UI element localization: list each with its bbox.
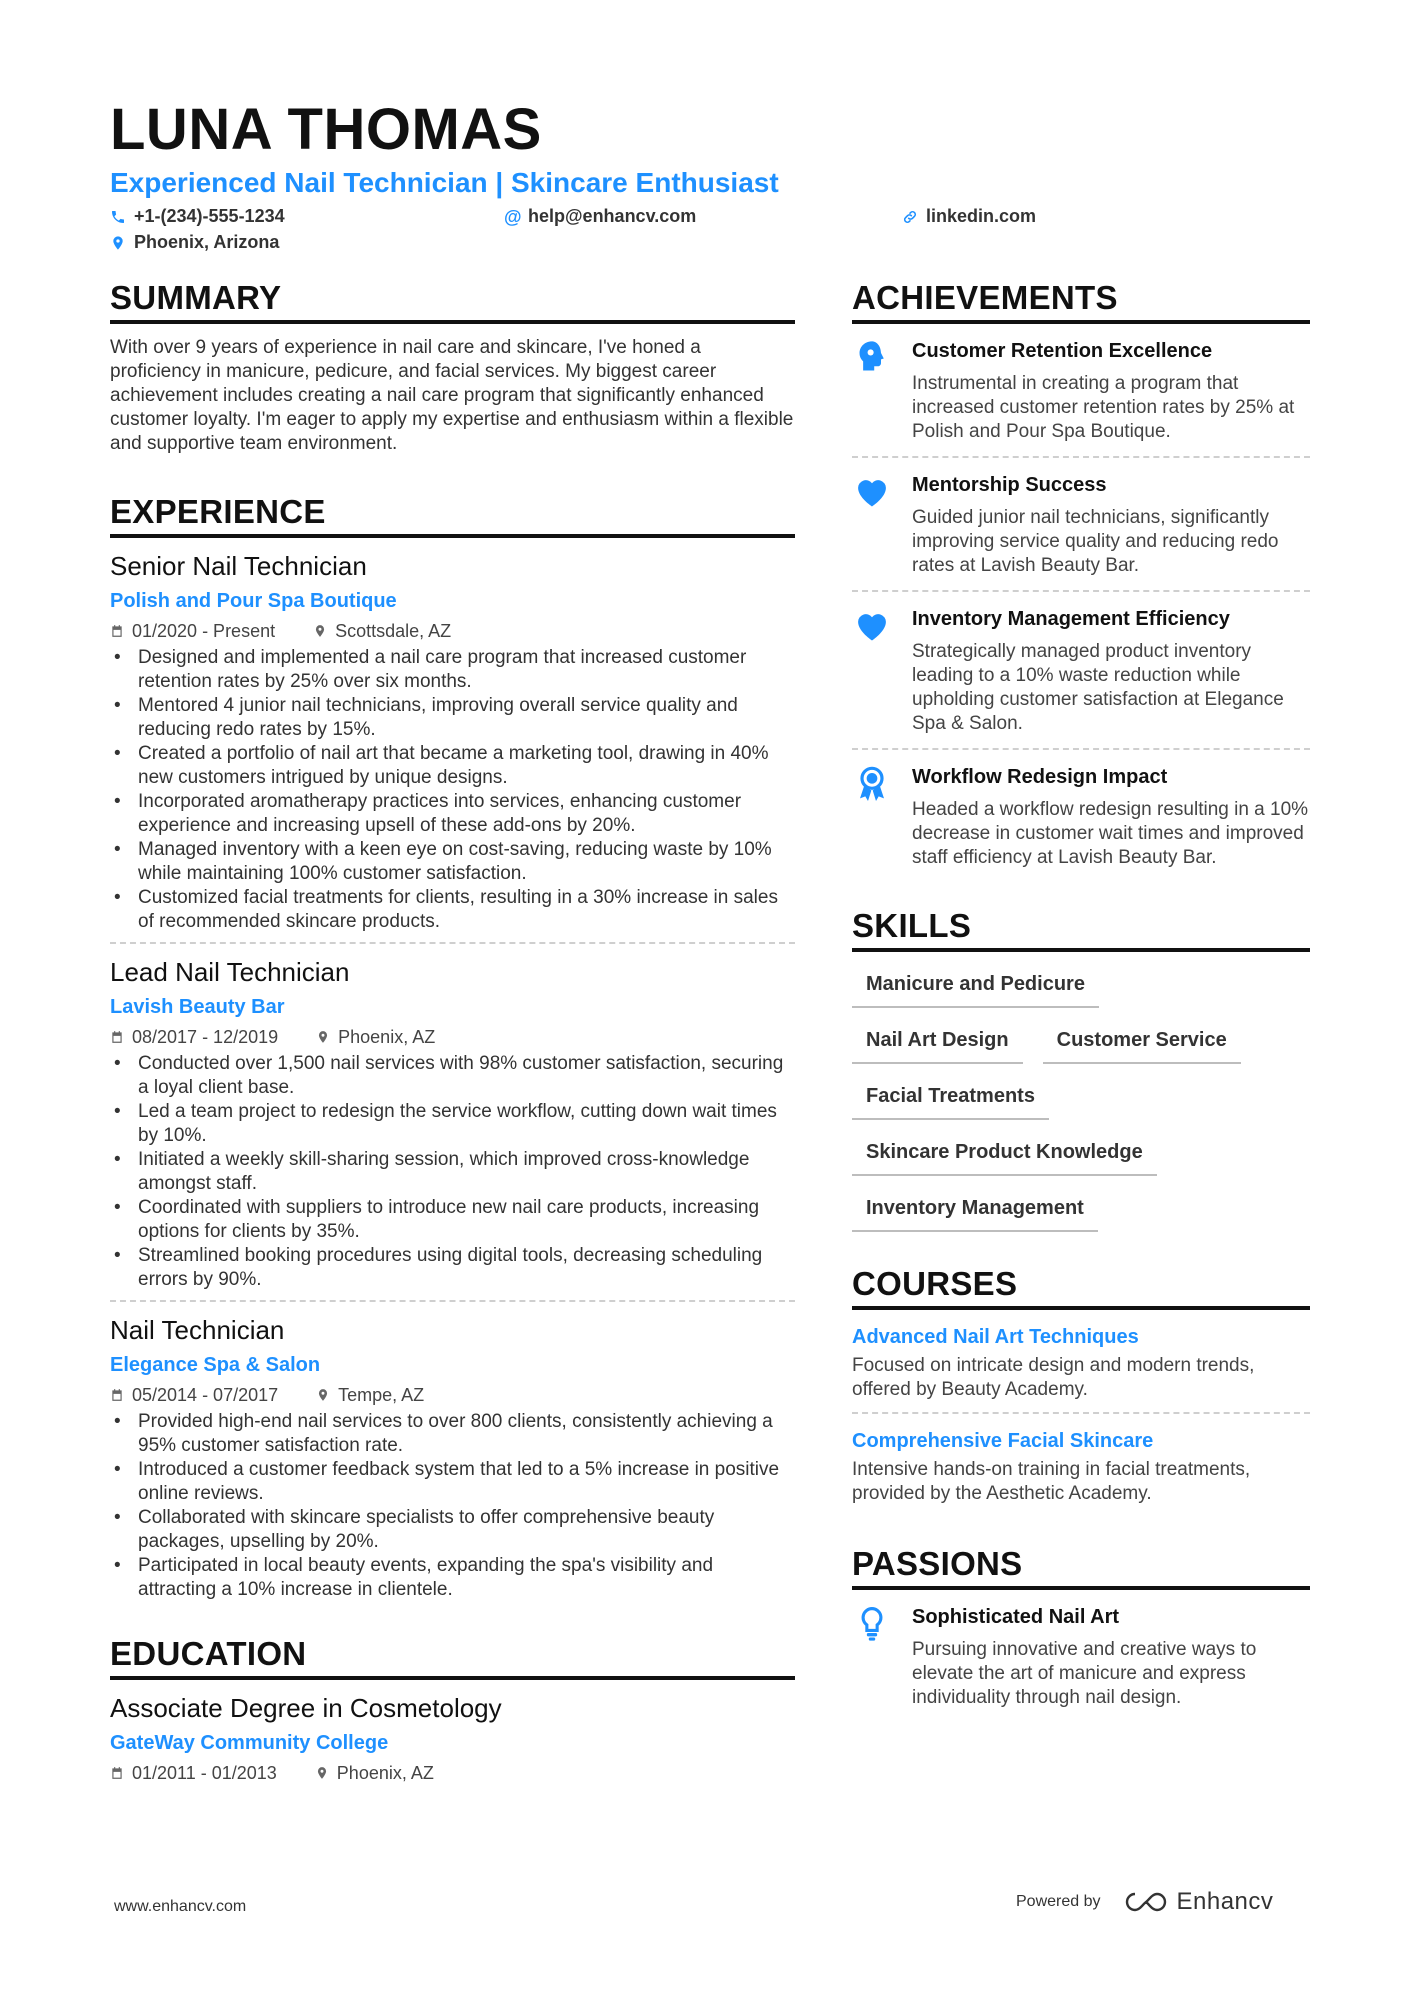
experience-section <box>110 492 795 1602</box>
summary-title: SUMMARY <box>110 278 795 324</box>
candidate-name: LUNA THOMAS <box>110 97 542 162</box>
location-pin-icon <box>315 1766 329 1780</box>
lightbulb-icon <box>858 1606 886 1642</box>
achievement-title: Workflow Redesign Impact <box>912 766 1168 788</box>
skills-title: SKILLS <box>852 906 1310 952</box>
bullet-item: • Conducted over 1,500 nail services with 98% customer satisfaction, securing a loyal client base. <box>110 1052 795 1100</box>
job-title: Lead Nail Technician <box>110 957 350 987</box>
skill-tag: Skincare Product Knowledge <box>852 1134 1157 1176</box>
achievement-item <box>852 456 1310 590</box>
link-icon <box>902 209 918 225</box>
contact-website[interactable] <box>902 206 1036 227</box>
heart-icon <box>853 608 891 642</box>
candidate-headline: Experienced Nail Technician | Skincare Enthusiast <box>110 167 779 198</box>
summary-section <box>110 278 795 456</box>
website-text: linkedin.com <box>926 206 1037 226</box>
location-pin-icon <box>316 1030 330 1044</box>
job-location: Scottsdale, AZ <box>335 621 452 641</box>
bullet-item: • Customized facial treatments for clients, resulting in a 30% increase in sales of recommended skincare products. <box>110 886 795 934</box>
courses-title: COURSES <box>852 1264 1310 1310</box>
skill-tag: Customer Service <box>1043 1022 1241 1064</box>
location-pin-icon <box>316 1388 330 1402</box>
at-icon: @ <box>504 206 522 227</box>
achievements-section <box>852 278 1310 882</box>
location-pin-icon <box>110 235 126 251</box>
bullet-item: • Participated in local beauty events, expanding the spa's visibility and attracting a 10% increase in clientele. <box>110 1554 795 1602</box>
education-meta <box>110 1762 795 1784</box>
left-column <box>110 278 795 1784</box>
course-item <box>852 1310 1310 1412</box>
job-entry <box>110 538 795 934</box>
achievement-item <box>852 590 1310 748</box>
job-dates: 05/2014 - 07/2017 <box>132 1385 279 1405</box>
bullet-item: • Incorporated aromatherapy practices into services, enhancing customer experience and increasing upsell of these add-ons by 20%. <box>110 790 795 838</box>
job-meta <box>110 620 795 642</box>
contact-email[interactable] <box>504 206 696 227</box>
job-location: Tempe, AZ <box>338 1385 425 1405</box>
infinity-logo-icon <box>1123 1890 1169 1914</box>
award-icon <box>856 766 888 804</box>
achievement-desc: Strategically managed product inventory leading to a 10% waste reduction while upholding customer satisfaction at Elegance Spa & Salon. <box>912 641 1284 734</box>
job-title: Senior Nail Technician <box>110 551 367 581</box>
school-name: GateWay Community College <box>110 1732 389 1754</box>
bullet-item: • Streamlined booking procedures using digital tools, decreasing scheduling errors by 90%. <box>110 1244 795 1292</box>
passion-title: Sophisticated Nail Art <box>912 1606 1120 1628</box>
contact-location <box>110 232 279 253</box>
phone-text: +1-(234)-555-1234 <box>134 206 285 226</box>
job-bullets <box>110 1052 795 1292</box>
course-title: Comprehensive Facial Skincare <box>852 1430 1154 1452</box>
education-title: EDUCATION <box>110 1634 795 1680</box>
skill-tag: Nail Art Design <box>852 1022 1023 1064</box>
job-entry <box>110 1300 795 1602</box>
bullet-item: • Collaborated with skincare specialists to offer comprehensive beauty packages, upselling by 20%. <box>110 1506 795 1554</box>
degree-title: Associate Degree in Cosmetology <box>110 1693 502 1723</box>
experience-title: EXPERIENCE <box>110 492 795 538</box>
heart-icon <box>853 474 891 508</box>
calendar-icon <box>110 624 124 638</box>
skills-list <box>852 966 1310 1246</box>
calendar-icon <box>110 1766 124 1780</box>
passion-item <box>852 1590 1310 1722</box>
passion-desc: Pursuing innovative and creative ways to elevate the art of manicure and express individuality through nail design. <box>912 1639 1257 1708</box>
courses-section <box>852 1264 1310 1516</box>
bullet-item: • Provided high-end nail services to over 800 clients, consistently achieving a 95% customer satisfaction rate. <box>110 1410 795 1458</box>
course-item <box>852 1412 1310 1516</box>
achievement-desc: Guided junior nail technicians, significantly improving service quality and reducing redo rates at Lavish Beauty Bar. <box>912 507 1279 576</box>
achievement-item <box>852 324 1310 456</box>
education-location: Phoenix, AZ <box>336 1763 434 1783</box>
footer-website[interactable]: www.enhancv.com <box>114 1898 247 1915</box>
calendar-icon <box>110 1030 124 1044</box>
passions-title: PASSIONS <box>852 1544 1310 1590</box>
phone-icon <box>110 209 126 225</box>
bullet-item: • Mentored 4 junior nail technicians, improving overall service quality and reducing redo rates by 15%. <box>110 694 795 742</box>
skills-section <box>852 906 1310 1246</box>
job-bullets <box>110 1410 795 1602</box>
passions-section <box>852 1544 1310 1722</box>
job-company: Polish and Pour Spa Boutique <box>110 590 397 612</box>
job-entry <box>110 942 795 1292</box>
footer-branding <box>1016 1888 1273 1916</box>
course-title: Advanced Nail Art Techniques <box>852 1326 1139 1348</box>
course-desc: Intensive hands-on training in facial treatments, provided by the Aesthetic Academy. <box>852 1459 1251 1504</box>
bullet-item: • Coordinated with suppliers to introduce new nail care products, increasing options for clients by 35%. <box>110 1196 795 1244</box>
course-desc: Focused on intricate design and modern trends, offered by Beauty Academy. <box>852 1355 1255 1400</box>
education-dates: 01/2011 - 01/2013 <box>132 1763 277 1783</box>
contact-phone[interactable] <box>110 206 285 227</box>
bullet-item: • Designed and implemented a nail care program that increased customer retention rates by 25% over six months. <box>110 646 795 694</box>
achievement-desc: Headed a workflow redesign resulting in a 10% decrease in customer wait times and improved staff efficiency at Lavish Beauty Bar. <box>912 799 1309 868</box>
achievements-title: ACHIEVEMENTS <box>852 278 1310 324</box>
job-dates: 08/2017 - 12/2019 <box>132 1027 279 1047</box>
brand-name: Enhancv <box>1176 1888 1274 1915</box>
bullet-item: • Created a portfolio of nail art that became a marketing tool, drawing in 40% new customers intrigued by unique designs. <box>110 742 795 790</box>
email-text: help@enhancv.com <box>528 206 697 226</box>
job-meta <box>110 1026 795 1048</box>
job-title: Nail Technician <box>110 1315 285 1345</box>
bullet-item: • Led a team project to redesign the service workflow, cutting down wait times by 10%. <box>110 1100 795 1148</box>
job-company: Elegance Spa & Salon <box>110 1354 321 1376</box>
achievement-desc: Instrumental in creating a program that increased customer retention rates by 25% at Polish and Pour Spa Boutique. <box>912 373 1295 442</box>
job-company: Lavish Beauty Bar <box>110 996 285 1018</box>
achievement-title: Customer Retention Excellence <box>912 340 1213 362</box>
skill-tag: Manicure and Pedicure <box>852 966 1099 1008</box>
location-text: Phoenix, Arizona <box>134 232 280 252</box>
bullet-item: • Initiated a weekly skill-sharing session, which improved cross-knowledge amongst staff. <box>110 1148 795 1196</box>
contact-info <box>110 206 1310 260</box>
job-location: Phoenix, AZ <box>338 1027 436 1047</box>
bullet-item: • Introduced a customer feedback system that led to a 5% increase in positive online reviews. <box>110 1458 795 1506</box>
right-column <box>852 278 1310 1722</box>
job-meta <box>110 1384 795 1406</box>
location-pin-icon <box>313 624 327 638</box>
education-section <box>110 1634 795 1784</box>
job-bullets <box>110 646 795 934</box>
achievement-item <box>852 748 1310 882</box>
job-dates: 01/2020 - Present <box>132 621 276 641</box>
summary-text: With over 9 years of experience in nail care and skincare, I've honed a proficiency in manicure, pedicure, and facial services. My biggest career achievement includes creating a nail care program that significantly enhanced customer loyalty. I'm eager to apply my expertise and enthusiasm within a flexible and supportive team environment. <box>110 337 794 454</box>
skill-tag: Inventory Management <box>852 1190 1098 1232</box>
achievement-title: Mentorship Success <box>912 474 1107 496</box>
calendar-icon <box>110 1388 124 1402</box>
skill-tag: Facial Treatments <box>852 1078 1049 1120</box>
powered-by-label: Powered by <box>1016 1893 1101 1910</box>
achievement-title: Inventory Management Efficiency <box>912 608 1230 630</box>
resume-header <box>110 98 1310 260</box>
enhancv-logo[interactable] <box>1123 1888 1274 1916</box>
head-icon <box>855 340 889 376</box>
bullet-item: • Managed inventory with a keen eye on cost-saving, reducing waste by 10% while maintaining 100% customer satisfaction. <box>110 838 795 886</box>
